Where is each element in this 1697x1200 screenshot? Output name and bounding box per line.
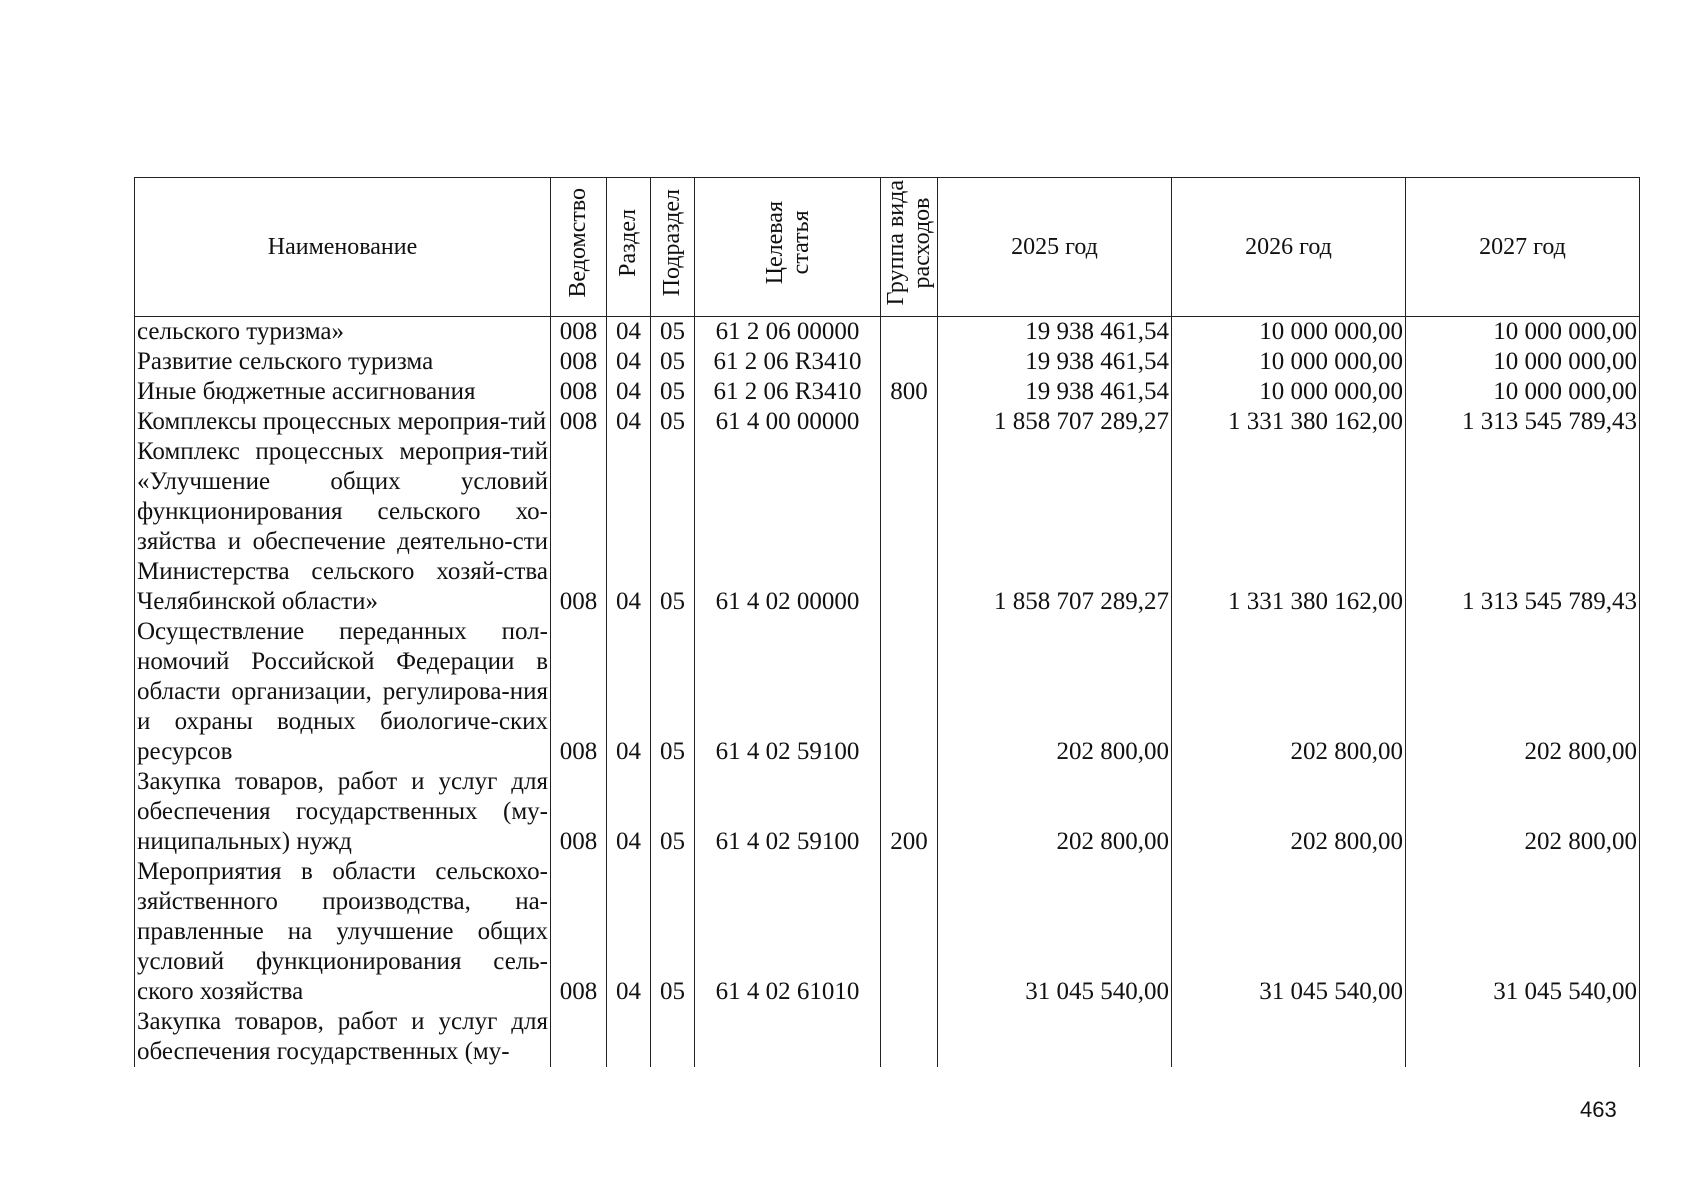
cell-razdel: 04: [607, 857, 651, 1007]
table-header-row: [135, 178, 1640, 317]
header-name: Наименование: [135, 178, 551, 317]
cell-gruppa-vida: [881, 617, 938, 767]
cell-2027: 10 000 000,00: [1406, 317, 1640, 348]
cell-tselevaya-statya: 61 2 06 R3410: [695, 347, 881, 377]
cell-name: Осуществление переданных пол-номочий Российской Федерации в области организации, регулирова-ния и охраны водных биологиче-ских ресурсов: [135, 617, 551, 767]
header-podrazdel: Подраздел: [651, 178, 695, 317]
table-row: [135, 347, 1640, 377]
table-row: [135, 317, 1640, 348]
cell-razdel: 04: [607, 317, 651, 348]
cell-2026: 31 045 540,00: [1172, 857, 1406, 1007]
budget-table: [134, 177, 1640, 1067]
cell-2025: 1 858 707 289,27: [938, 407, 1172, 437]
table-row: [135, 377, 1640, 407]
cell-vedomstvo: 008: [551, 437, 607, 617]
cell-2025: [938, 1007, 1172, 1067]
cell-razdel: 04: [607, 407, 651, 437]
cell-podrazdel: 05: [651, 767, 695, 857]
cell-tselevaya-statya: 61 4 00 00000: [695, 407, 881, 437]
cell-vedomstvo: 008: [551, 347, 607, 377]
cell-podrazdel: 05: [651, 347, 695, 377]
header-razdel: Раздел: [607, 178, 651, 317]
cell-name: Мероприятия в области сельскохо-зяйственного производства, на-правленные на улучшение общих условий функционирования сель-ского хозяйства: [135, 857, 551, 1007]
cell-podrazdel: 05: [651, 377, 695, 407]
cell-razdel: [607, 1007, 651, 1067]
cell-vedomstvo: 008: [551, 377, 607, 407]
cell-2025: 202 800,00: [938, 767, 1172, 857]
table-row: [135, 767, 1640, 857]
cell-2025: 202 800,00: [938, 617, 1172, 767]
cell-tselevaya-statya: 61 2 06 R3410: [695, 377, 881, 407]
cell-gruppa-vida: [881, 1007, 938, 1067]
cell-gruppa-vida: 800: [881, 377, 938, 407]
cell-2026: 10 000 000,00: [1172, 347, 1406, 377]
cell-2026: 202 800,00: [1172, 617, 1406, 767]
cell-name: Комплекс процессных мероприя-тий «Улучшение общих условий функционирования сельского хо-зяйства и обеспечение деятельно-сти Министерства сельского хозяй-ства Челябинской области»: [135, 437, 551, 617]
cell-tselevaya-statya: 61 4 02 00000: [695, 437, 881, 617]
cell-tselevaya-statya: 61 2 06 00000: [695, 317, 881, 348]
cell-tselevaya-statya: 61 4 02 59100: [695, 617, 881, 767]
cell-2027: 10 000 000,00: [1406, 377, 1640, 407]
cell-2026: 10 000 000,00: [1172, 377, 1406, 407]
cell-2027: 202 800,00: [1406, 767, 1640, 857]
cell-2026: 1 331 380 162,00: [1172, 407, 1406, 437]
cell-2027: 1 313 545 789,43: [1406, 407, 1640, 437]
cell-2027: [1406, 1007, 1640, 1067]
cell-podrazdel: 05: [651, 437, 695, 617]
table-body: [135, 317, 1640, 1068]
cell-vedomstvo: 008: [551, 857, 607, 1007]
cell-razdel: 04: [607, 617, 651, 767]
table-row: [135, 617, 1640, 767]
cell-name: Закупка товаров, работ и услуг для обеспечения государственных (му-: [135, 1007, 551, 1067]
cell-2026: 1 331 380 162,00: [1172, 437, 1406, 617]
cell-razdel: 04: [607, 377, 651, 407]
cell-vedomstvo: 008: [551, 617, 607, 767]
table-row: [135, 857, 1640, 1007]
header-2026: 2026 год: [1172, 178, 1406, 317]
cell-tselevaya-statya: 61 4 02 59100: [695, 767, 881, 857]
table-row: [135, 1007, 1640, 1067]
cell-name: Комплексы процессных мероприя-тий: [135, 407, 551, 437]
cell-gruppa-vida: [881, 407, 938, 437]
table-row: [135, 407, 1640, 437]
cell-2025: 19 938 461,54: [938, 377, 1172, 407]
cell-vedomstvo: 008: [551, 767, 607, 857]
cell-2026: [1172, 1007, 1406, 1067]
cell-podrazdel: 05: [651, 317, 695, 348]
cell-vedomstvo: 008: [551, 317, 607, 348]
cell-podrazdel: 05: [651, 617, 695, 767]
header-2027: 2027 год: [1406, 178, 1640, 317]
cell-name: Закупка товаров, работ и услуг для обеспечения государственных (му-ниципальных) нужд: [135, 767, 551, 857]
cell-podrazdel: 05: [651, 857, 695, 1007]
cell-podrazdel: 05: [651, 407, 695, 437]
cell-2027: 10 000 000,00: [1406, 347, 1640, 377]
cell-2025: 19 938 461,54: [938, 347, 1172, 377]
header-gruppa-vida-rashodov: Группа вида расходов: [881, 178, 938, 317]
cell-2025: 1 858 707 289,27: [938, 437, 1172, 617]
cell-tselevaya-statya: 61 4 02 61010: [695, 857, 881, 1007]
cell-vedomstvo: 008: [551, 407, 607, 437]
cell-vedomstvo: [551, 1007, 607, 1067]
table-row: [135, 437, 1640, 617]
cell-gruppa-vida: [881, 437, 938, 617]
cell-razdel: 04: [607, 347, 651, 377]
cell-2027: 1 313 545 789,43: [1406, 437, 1640, 617]
cell-2026: 202 800,00: [1172, 767, 1406, 857]
cell-razdel: 04: [607, 437, 651, 617]
cell-gruppa-vida: 200: [881, 767, 938, 857]
cell-2027: 31 045 540,00: [1406, 857, 1640, 1007]
cell-podrazdel: [651, 1007, 695, 1067]
cell-gruppa-vida: [881, 347, 938, 377]
cell-gruppa-vida: [881, 857, 938, 1007]
cell-tselevaya-statya: [695, 1007, 881, 1067]
cell-name: Иные бюджетные ассигнования: [135, 377, 551, 407]
cell-gruppa-vida: [881, 317, 938, 348]
cell-2027: 202 800,00: [1406, 617, 1640, 767]
cell-name: Развитие сельского туризма: [135, 347, 551, 377]
page-number: 463: [1580, 1097, 1617, 1122]
header-vedomstvo: Ведомство: [551, 178, 607, 317]
cell-2026: 10 000 000,00: [1172, 317, 1406, 348]
cell-razdel: 04: [607, 767, 651, 857]
header-tselevaya-statya: Целевая статья: [695, 178, 881, 317]
cell-2025: 31 045 540,00: [938, 857, 1172, 1007]
header-2025: 2025 год: [938, 178, 1172, 317]
cell-name: сельского туризма»: [135, 317, 551, 348]
cell-2025: 19 938 461,54: [938, 317, 1172, 348]
